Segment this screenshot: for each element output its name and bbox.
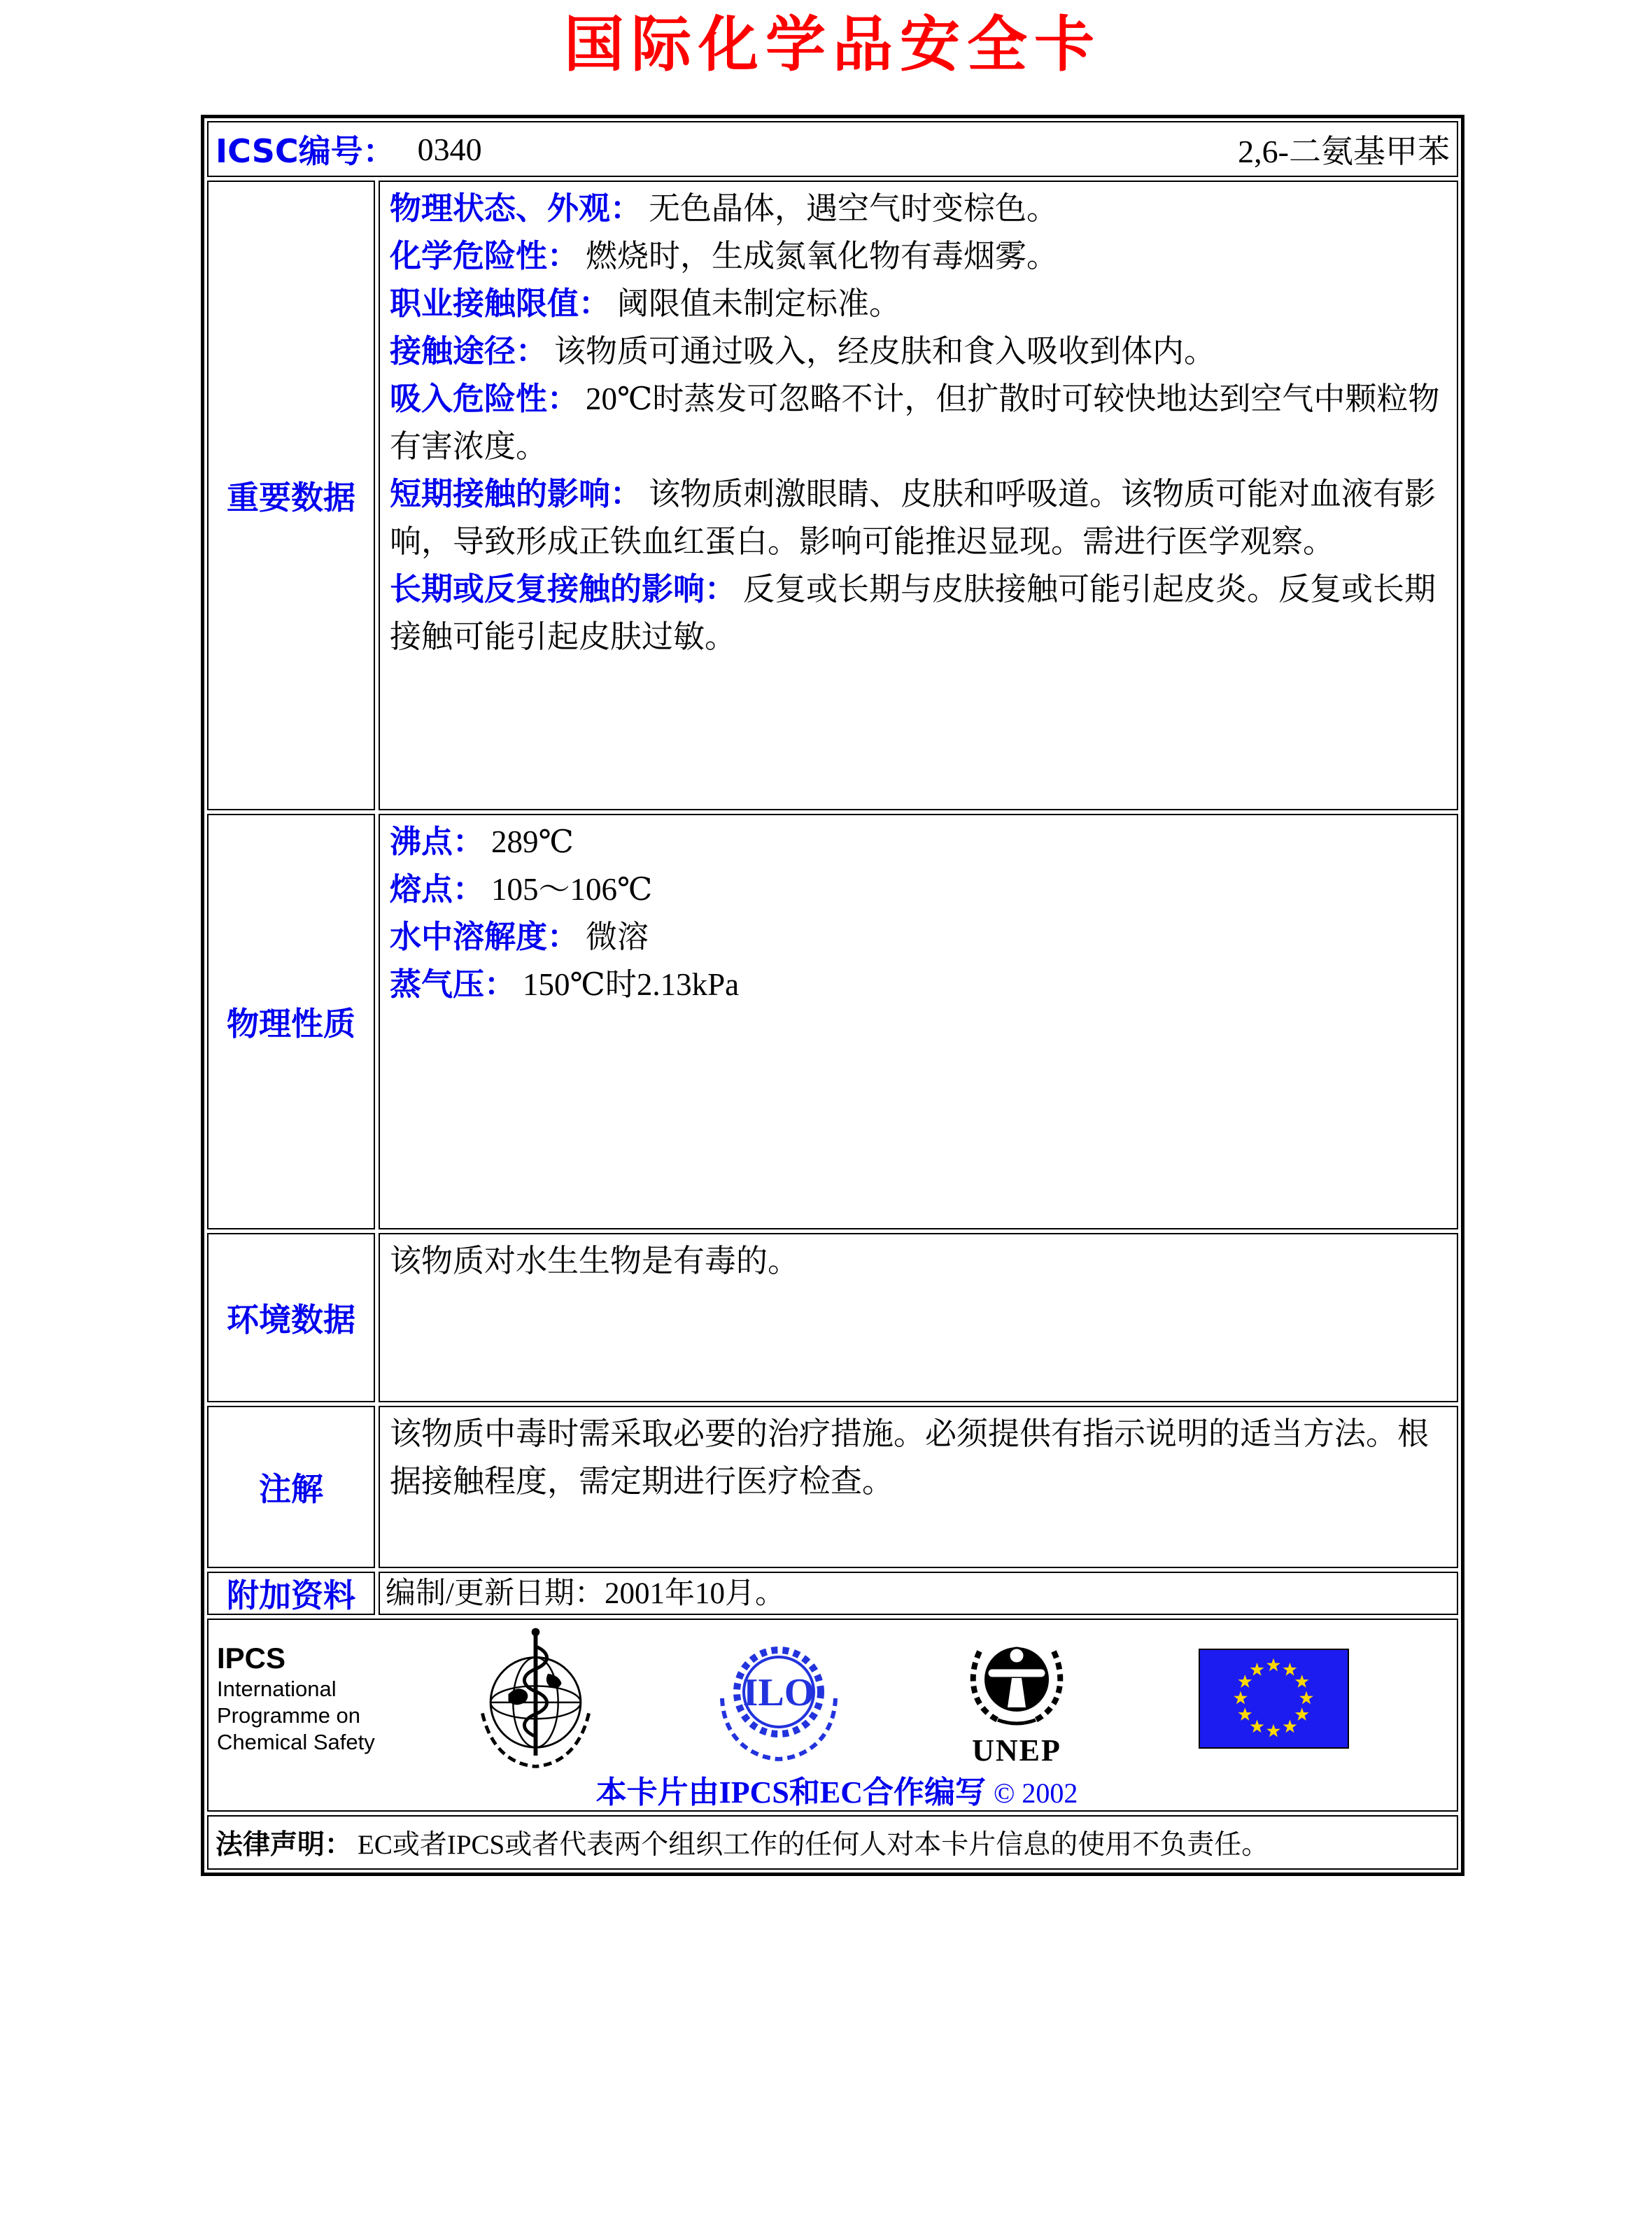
field-label: 沸点： [390,823,485,860]
field-value: 阈限值未制定标准。 [617,286,901,321]
legal-row [207,1815,1458,1870]
data-line [390,327,1447,375]
section-row-important-data [207,181,1458,810]
legal-text: EC或者IPCS或者代表两个组织工作的任何人对本卡片信息的使用不负责任。 [358,1830,1269,1860]
logos-strip [217,1626,1457,1771]
icsc-number-group [216,126,482,172]
ilo-logo-text: ILO [742,1670,815,1714]
field-value: 无色晶体，遇空气时变棕色。 [649,191,1059,226]
field-value: 该物质中毒时需采取必要的治疗措施。必须提供有指示说明的适当方法。根据接触程度，需定期进行医疗检查。 [390,1416,1429,1499]
eu-flag-icon [1199,1649,1349,1749]
section-label-additional-information: 附加资料 [227,1577,355,1614]
section-label-cell [207,1572,375,1615]
ipcs-line: International [217,1677,337,1701]
data-line [390,470,1447,565]
ipcs-text-block [217,1641,406,1756]
field-label: 长期或反复接触的影响： [390,570,737,607]
field-value: 150℃时2.13kPa [523,967,740,1002]
icsc-number-value: 0340 [417,131,482,167]
data-line [390,866,1447,913]
section-label-cell [207,814,375,1229]
field-label: 熔点： [390,870,485,908]
header-row [207,121,1458,177]
icsc-card [201,115,1464,1876]
data-line [390,232,1447,280]
field-value: 燃烧时，生成氮氧化物有毒烟雾。 [586,239,1059,274]
field-value: 该物质刺激眼睛、皮肤和呼吸道。该物质可能对血液有影响，导致形成正铁血红蛋白。影响可能推迟显现。需进行医学观察。 [390,477,1436,559]
field-label: 职业接触限值： [390,285,611,322]
field-label: 吸入危险性： [390,380,579,417]
field-value: 微溶 [586,919,649,954]
section-content-important-data [379,181,1458,810]
section-label-notes: 注解 [259,1470,323,1508]
data-line [390,565,1447,661]
field-label: 化学危险性： [390,237,579,274]
section-content-environmental-data [379,1233,1458,1402]
who-logo-icon [467,1626,604,1771]
section-row-notes [207,1406,1458,1568]
section-label-cell [207,1233,375,1402]
data-line [390,375,1447,470]
section-label-cell [207,1406,375,1568]
copyright-text: © 2002 [993,1777,1078,1809]
field-value: 289℃ [491,824,574,859]
cooperation-caption-text: 本卡片由IPCS和EC合作编写 [595,1775,986,1810]
data-line [390,1410,1447,1505]
chemical-name: 2,6-二氨基甲苯 [1238,134,1450,169]
ipcs-line: Programme on [217,1703,361,1728]
unep-logo-icon [957,1629,1076,1734]
field-value: 反复或长期与皮肤接触可能引起皮炎。反复或长期接触可能引起皮肤过敏。 [390,572,1436,654]
unep-logo-block [957,1629,1076,1768]
field-value: 该物质对水生生物是有毒的。 [390,1243,800,1278]
data-line [390,818,1447,866]
field-label: 短期接触的影响： [390,475,642,512]
cooperation-caption [217,1775,1457,1811]
ipcs-line: Chemical Safety [217,1730,375,1754]
data-line [390,280,1447,327]
page-title: 国际化学品安全卡 [564,10,1101,80]
legal-label: 法律声明： [216,1829,353,1861]
section-row-additional-information [207,1572,1458,1615]
section-content-notes [379,1406,1458,1568]
card-header-cell [207,121,1458,177]
section-label-cell [207,181,375,810]
field-value: 20℃时蒸发可忽略不计，但扩散时可较快地达到空气中颗粒物有害浓度。 [390,381,1440,464]
section-label-environmental-data: 环境数据 [227,1301,355,1339]
icsc-number-label: ICSC编号： [216,132,395,170]
section-label-physical-properties: 物理性质 [227,1005,355,1043]
section-content-additional-information [379,1572,1458,1615]
unep-logo-text: UNEP [972,1733,1061,1768]
field-value: 编制/更新日期：2001年10月。 [386,1577,785,1610]
data-line [390,913,1447,961]
field-label: 蒸气压： [390,966,516,1003]
field-label: 水中溶解度： [390,918,579,955]
logos-cell [207,1619,1458,1812]
data-line [390,1237,1447,1285]
data-line [390,961,1447,1008]
field-value: 该物质可通过吸入，经皮肤和食入吸收到体内。 [554,334,1216,369]
logos-row [207,1619,1458,1812]
ipcs-acronym: IPCS [217,1642,286,1675]
section-row-physical-properties [207,814,1458,1229]
section-label-important-data: 重要数据 [227,479,355,516]
field-label: 接触途径： [390,332,548,369]
section-content-physical-properties [379,814,1458,1229]
ilo-logo-icon [712,1634,845,1763]
field-label: 物理状态、外观： [390,190,642,227]
field-value: 105～106℃ [491,872,653,907]
legal-cell [207,1815,1458,1870]
section-row-environmental-data [207,1233,1458,1402]
data-line [390,185,1447,232]
